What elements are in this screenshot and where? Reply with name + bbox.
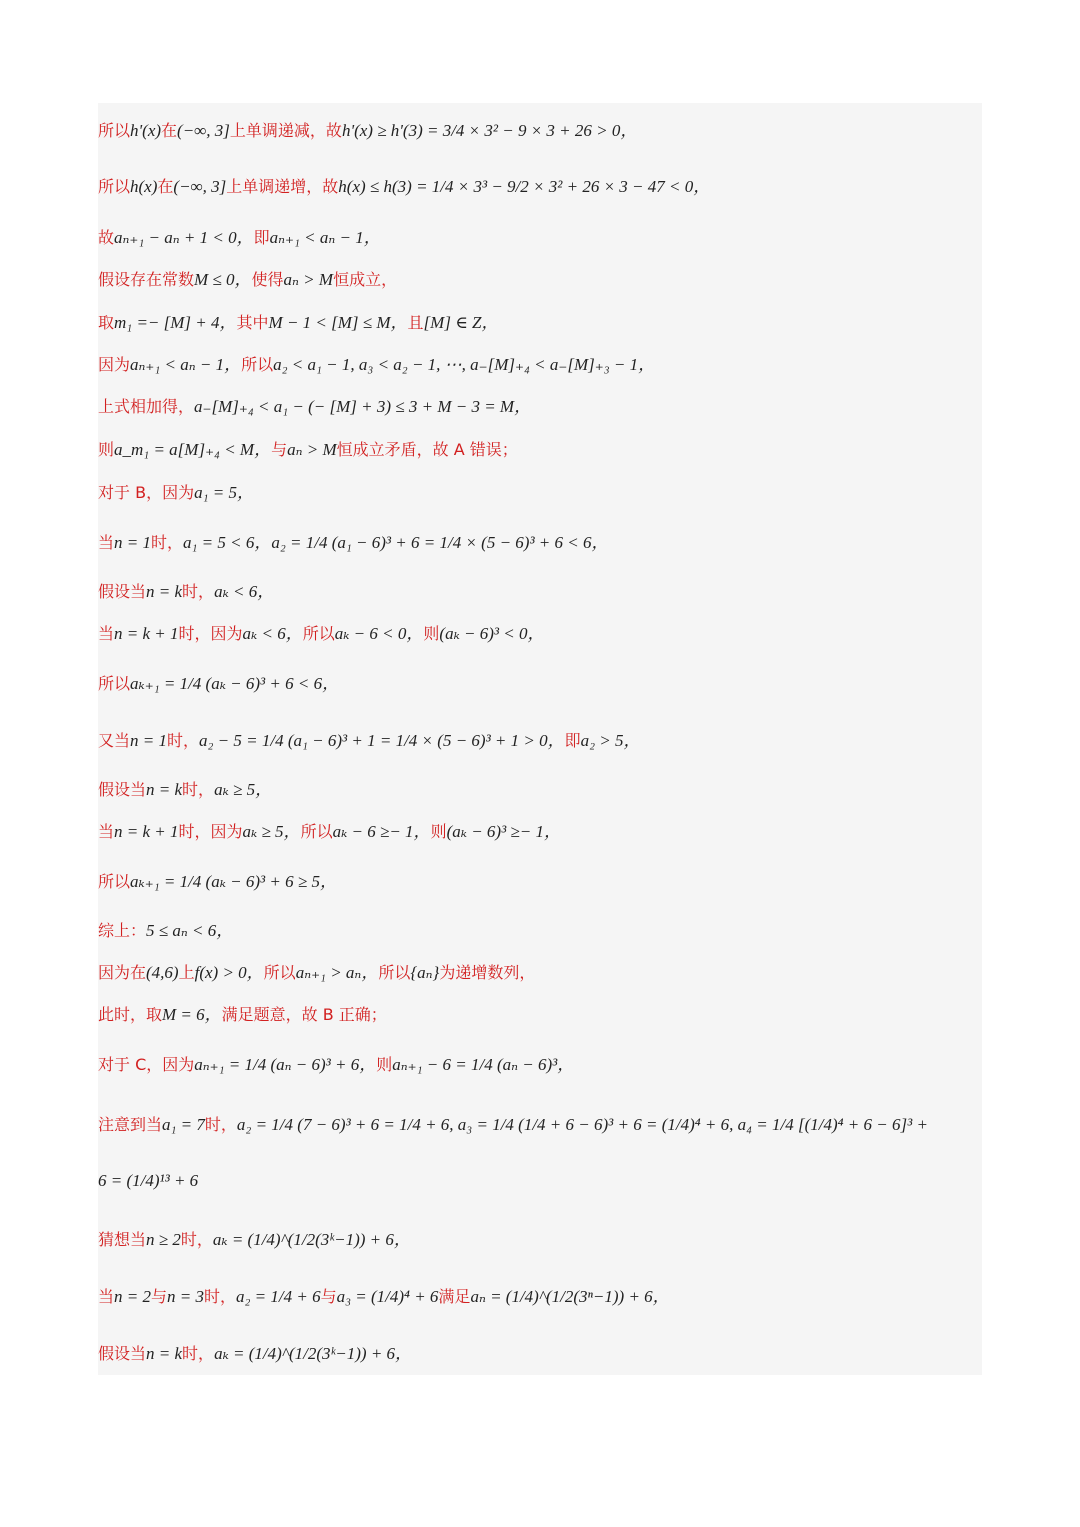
chinese-text: 则 [430, 822, 447, 841]
text-line [98, 1113, 982, 1137]
chinese-text: 恒成立， [333, 270, 398, 289]
text-line [98, 311, 982, 335]
math-expression: a_m₁ = a[M]₊₄ < M， [114, 440, 272, 459]
math-expression: aₖ = (1/4)^(1/2(3ᵏ−1)) + 6， [212, 1230, 411, 1249]
math-expression: aₖ ≥ 5， [214, 780, 273, 799]
chinese-text: 时， [204, 1115, 237, 1134]
math-expression: f(x) > 0， [194, 963, 264, 982]
math-expression: a₂ − 5 = 1/4 (a₁ − 6)³ + 1 = 1/4 × (5 − 6)³ + 1 > 0， [199, 731, 565, 750]
chinese-text: 取 [98, 313, 115, 332]
text-line [98, 919, 982, 943]
math-expression: {aₙ} [410, 963, 440, 982]
math-expression: n = k [146, 582, 183, 601]
chinese-text: 因为 [98, 355, 131, 374]
chinese-text: 即 [253, 228, 270, 247]
chinese-text: 当 [98, 1287, 115, 1306]
text-line [98, 226, 982, 250]
text-line [98, 820, 982, 844]
math-expression: a₋[M]₊₄ < a₁ − (− [M] + 3) ≤ 3 + M − 3 = M， [194, 397, 532, 416]
chinese-text: 则 [98, 440, 115, 459]
math-expression: aₖ < 6， [214, 582, 275, 601]
chinese-text: 即 [564, 731, 581, 750]
chinese-text: 注意到当 [98, 1115, 163, 1134]
math-expression: n = 1 [114, 533, 151, 552]
text-line [98, 531, 982, 555]
chinese-text: 时， [167, 731, 200, 750]
chinese-text: 因为在 [98, 963, 147, 982]
math-expression: aₙ = (1/4)^(1/2(3ⁿ−1)) + 6， [470, 1287, 670, 1306]
text-line [98, 353, 982, 377]
chinese-text: 则 [423, 624, 440, 643]
chinese-text: 时， [204, 1287, 237, 1306]
math-expression: a₂ > 5， [580, 731, 641, 750]
math-expression: (4,6) [146, 963, 179, 982]
chinese-text: 对于 C，因为 [98, 1055, 195, 1074]
math-expression: aₙ₊₁ = 1/4 (aₙ − 6)³ + 6， [194, 1055, 377, 1074]
text-line [98, 870, 982, 894]
chinese-text: 所以 [378, 963, 411, 982]
chinese-text: 当 [98, 822, 115, 841]
math-expression: M ≤ 0， [194, 270, 252, 289]
math-expression: aₖ₊₁ = 1/4 (aₖ − 6)³ + 6 < 6， [130, 674, 340, 693]
math-expression: a₂ < a₁ − 1, a₃ < a₂ − 1, ⋯, a₋[M]₊₄ < a₋[M]₊₃ − 1， [273, 355, 656, 374]
text-line [98, 175, 982, 199]
chinese-text: 假设当 [98, 582, 147, 601]
math-expression: M = 6， [162, 1005, 222, 1024]
math-expression: n = k + 1 [114, 822, 179, 841]
chinese-text: 使得 [251, 270, 284, 289]
chinese-text: 所以 [263, 963, 296, 982]
text-line [98, 1003, 982, 1027]
math-expression: aₙ > M [287, 440, 337, 459]
chinese-text: 假设当 [98, 1344, 147, 1363]
chinese-text: 猜想当 [98, 1230, 147, 1249]
text-line [98, 1053, 982, 1077]
text-line [98, 1228, 982, 1252]
chinese-text: 上单调递减，故 [229, 121, 342, 140]
math-expression: (−∞, 3] [177, 121, 230, 140]
math-expression: n = 2 [114, 1287, 151, 1306]
chinese-text: 时， [180, 1230, 213, 1249]
chinese-text: 所以 [98, 674, 131, 693]
chinese-text: 且 [407, 313, 424, 332]
math-expression: a₃ = (1/4)⁴ + 6 [336, 1287, 439, 1306]
math-expression: aₖ = (1/4)^(1/2(3ᵏ−1)) + 6， [214, 1344, 413, 1363]
chinese-text: 满足题意，故 B 正确； [221, 1005, 387, 1024]
chinese-text: 在 [161, 121, 178, 140]
chinese-text: 与 [151, 1287, 168, 1306]
chinese-text: 时，因为 [178, 624, 243, 643]
chinese-text: 则 [376, 1055, 393, 1074]
chinese-text: 所以 [98, 121, 131, 140]
chinese-text: 故 [98, 228, 115, 247]
math-expression: aₙ₊₁ − 6 = 1/4 (aₙ − 6)³， [392, 1055, 575, 1074]
chinese-text: 假设存在常数 [98, 270, 195, 289]
math-expression: h'(x) [130, 121, 162, 140]
math-expression: [M] ∈ Z， [423, 313, 499, 332]
math-expression: 5 ≤ aₙ < 6， [146, 921, 234, 940]
chinese-text: 对于 B，因为 [98, 483, 195, 502]
chinese-text: 时， [182, 1344, 215, 1363]
chinese-text: 其中 [236, 313, 269, 332]
math-expression: h'(x) ≥ h'(3) = 3/4 × 3² − 9 × 3 + 26 > 0， [341, 121, 638, 140]
math-expression: n = 3 [167, 1287, 204, 1306]
chinese-text: 当 [98, 624, 115, 643]
text-line [98, 1342, 982, 1366]
math-expression: h(x) ≤ h(3) = 1/4 × 3³ − 9/2 × 3² + 26 × 3 − 47 < 0， [338, 177, 711, 196]
text-line [98, 268, 982, 292]
text-line [98, 672, 982, 696]
math-expression: a₂ = 1/4 + 6 [236, 1287, 321, 1306]
chinese-text: 所以 [98, 872, 131, 891]
math-expression: aₙ₊₁ < aₙ − 1， [130, 355, 242, 374]
math-expression: aₙ₊₁ > aₙ， [295, 963, 379, 982]
math-expression: m₁ =− [M] + 4， [114, 313, 237, 332]
math-expression: (aₖ − 6)³ ≥− 1， [446, 822, 561, 841]
text-line [98, 119, 982, 143]
chinese-text: 假设当 [98, 780, 147, 799]
math-expression: aₖ < 6， [242, 624, 303, 643]
chinese-text: 此时，取 [98, 1005, 163, 1024]
chinese-text: 时， [182, 582, 215, 601]
chinese-text: 与 [320, 1287, 337, 1306]
chinese-text: 恒成立矛盾，故 A 错误； [336, 440, 518, 459]
math-expression: aₖ − 6 ≥− 1， [332, 822, 431, 841]
math-expression: aₖ ≥ 5， [242, 822, 301, 841]
math-expression: M − 1 < [M] ≤ M， [268, 313, 408, 332]
text-line [98, 622, 982, 646]
math-expression: n ≥ 2 [146, 1230, 181, 1249]
chinese-text: 上 [178, 963, 195, 982]
math-expression: n = k + 1 [114, 624, 179, 643]
math-expression: 6 = (1/4)¹³ + 6 [98, 1171, 199, 1190]
chinese-text: 当 [98, 533, 115, 552]
chinese-text: 综上： [98, 921, 147, 940]
chinese-text: 时， [182, 780, 215, 799]
math-expression: aₖ₊₁ = 1/4 (aₖ − 6)³ + 6 ≥ 5， [130, 872, 337, 891]
math-expression: aₙ₊₁ − aₙ + 1 < 0， [114, 228, 254, 247]
math-expression: a₁ = 7 [162, 1115, 205, 1134]
math-expression: aₖ − 6 < 0， [334, 624, 424, 643]
math-expression: aₙ₊₁ < aₙ − 1， [269, 228, 381, 247]
text-line [98, 438, 982, 462]
math-expression: (aₖ − 6)³ < 0， [439, 624, 545, 643]
chinese-text: 为递增数列， [439, 963, 536, 982]
chinese-text: 又当 [98, 731, 131, 750]
chinese-text: 在 [157, 177, 174, 196]
text-line [98, 778, 982, 802]
math-expression: (−∞, 3] [173, 177, 227, 196]
chinese-text: 上单调递增，故 [226, 177, 339, 196]
math-expression: n = k [146, 780, 183, 799]
text-line [98, 1169, 982, 1193]
document-page [98, 103, 982, 1375]
math-expression: a₁ = 5 < 6，a₂ = 1/4 (a₁ − 6)³ + 6 = 1/4 × (5 − 6)³ + 6 < 6， [183, 533, 609, 552]
text-line [98, 395, 982, 419]
chinese-text: 所以 [300, 822, 333, 841]
text-line [98, 961, 982, 985]
math-expression: a₁ = 5， [194, 483, 254, 502]
math-expression: n = 1 [130, 731, 167, 750]
text-line [98, 580, 982, 604]
math-expression: aₙ > M [283, 270, 334, 289]
text-line [98, 1285, 982, 1309]
chinese-text: 上式相加得， [98, 397, 195, 416]
math-expression: a₂ = 1/4 (7 − 6)³ + 6 = 1/4 + 6, a₃ = 1/4 (1/4 + 6 − 6)³ + 6 = (1/4)⁴ + 6, a₄ = 1/4 [(1/4)⁴ + 6 − 6]³ + [236, 1115, 928, 1134]
text-line [98, 481, 982, 505]
chinese-text: 与 [271, 440, 288, 459]
chinese-text: 满足 [438, 1287, 471, 1306]
math-expression: n = k [146, 1344, 183, 1363]
chinese-text: 时， [151, 533, 184, 552]
chinese-text: 时，因为 [178, 822, 243, 841]
math-expression: h(x) [130, 177, 158, 196]
chinese-text: 所以 [98, 177, 131, 196]
chinese-text: 所以 [302, 624, 335, 643]
text-line [98, 729, 982, 753]
chinese-text: 所以 [241, 355, 274, 374]
